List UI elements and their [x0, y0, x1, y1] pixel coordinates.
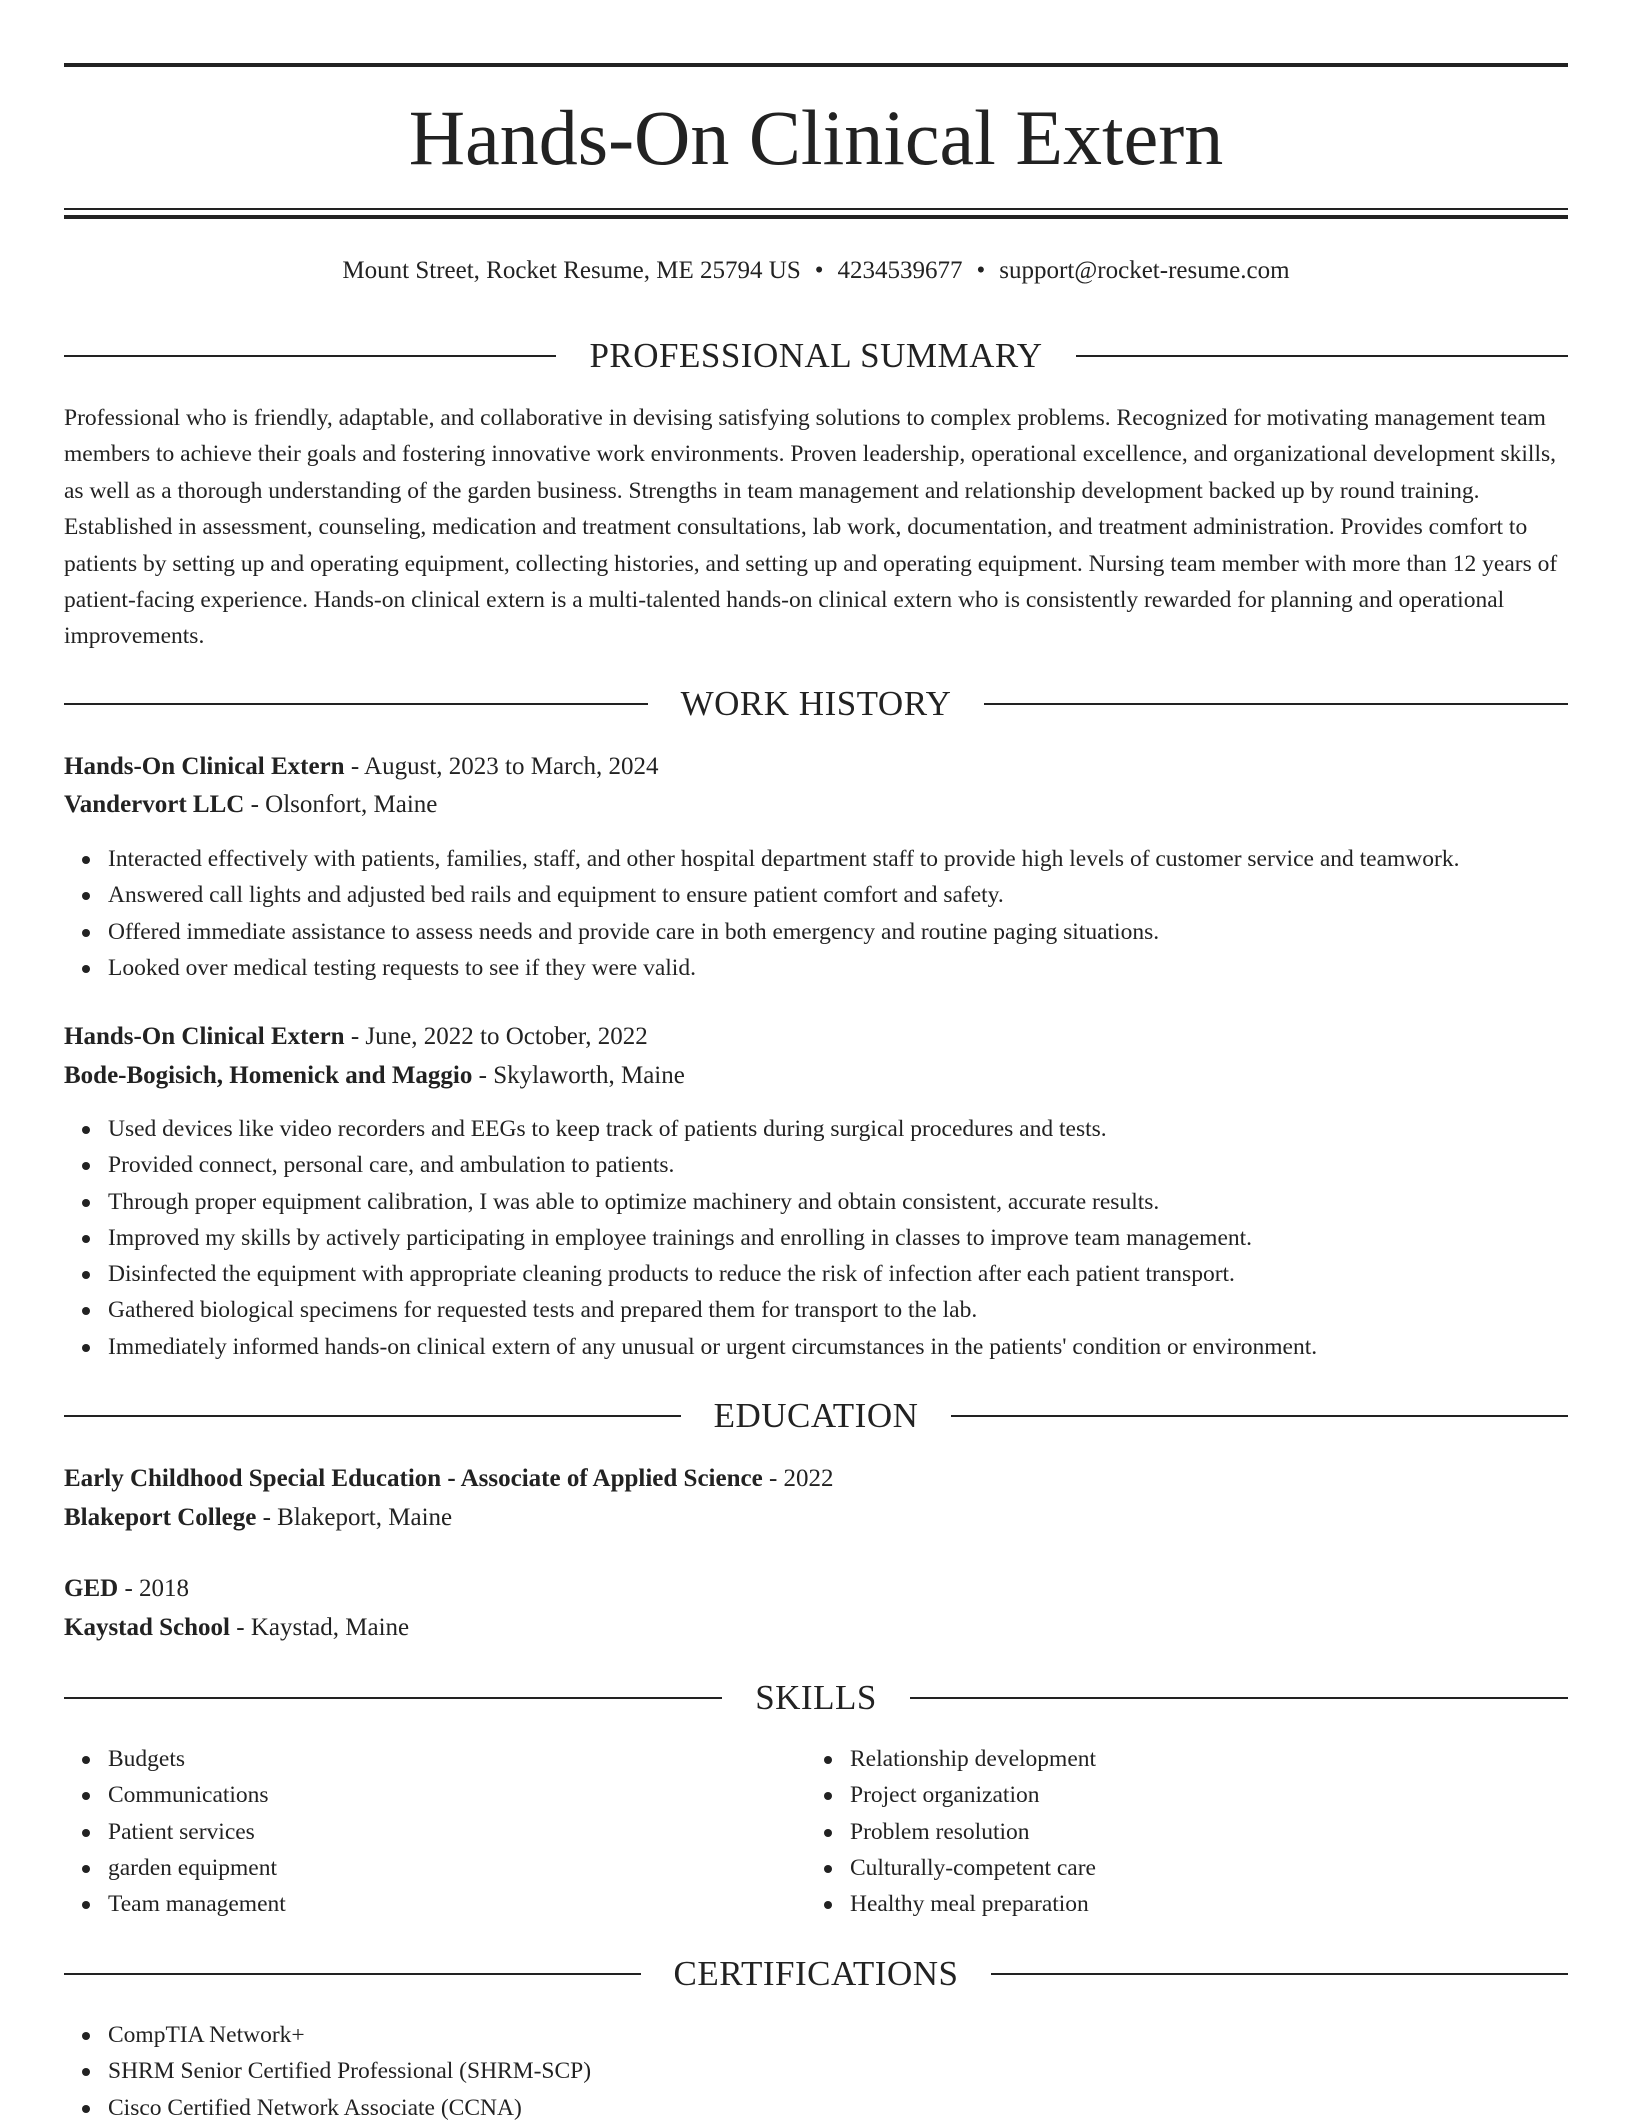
- skill-item: Project organization: [806, 1777, 1632, 1813]
- degree-name: GED: [64, 1575, 119, 1602]
- section-title: SKILLS: [755, 1678, 877, 1717]
- school-line: [64, 1609, 409, 1647]
- certification-item: CompTIA Network+: [64, 2017, 1568, 2053]
- work-history-heading: [64, 682, 1568, 726]
- certifications-list: [64, 2017, 1568, 2126]
- skill-item: Budgets: [64, 1741, 1568, 1777]
- skill-item: garden equipment: [64, 1850, 1568, 1886]
- section-title: CERTIFICATIONS: [673, 1954, 959, 1993]
- job-bullet: Answered call lights and adjusted bed rails and equipment to ensure patient comfort and safety.: [64, 877, 1568, 913]
- header-rule-thick: [64, 215, 1568, 219]
- employer-name: Bode-Bogisich, Homenick and Maggio: [64, 1062, 473, 1089]
- school-name: Kaystad School: [64, 1614, 231, 1641]
- contact-phone: 4234539677: [837, 257, 963, 284]
- skill-item: Communications: [64, 1777, 1568, 1813]
- employer-location: - Skylaworth, Maine: [472, 1062, 685, 1089]
- job-title-line: [64, 1018, 648, 1056]
- contact-separator: •: [814, 257, 824, 284]
- certification-item: SHRM Senior Certified Professional (SHRM-SCP): [64, 2053, 1568, 2089]
- candidate-name: Hands-On Clinical Extern: [408, 94, 1224, 181]
- job-bullets: [64, 841, 1568, 986]
- heading-rule: [64, 1415, 681, 1417]
- skill-item: Culturally-competent care: [806, 1850, 1632, 1886]
- job-bullet: Immediately informed hands-on clinical extern of any unusual or urgent circumstances in the patients' condition or environment.: [64, 1329, 1568, 1365]
- section-title: WORK HISTORY: [680, 684, 952, 723]
- certification-item: Cisco Certified Network Associate (CCNA): [64, 2090, 1568, 2126]
- skills-list-right: [806, 1741, 1632, 1922]
- degree-line: [64, 1570, 189, 1608]
- job-bullets: [64, 1111, 1568, 1365]
- heading-rule: [1076, 355, 1568, 357]
- degree-name: Early Childhood Special Education - Associate of Applied Science: [64, 1465, 763, 1492]
- degree-line: [64, 1460, 834, 1498]
- job-bullet: Improved my skills by actively participating in employee trainings and enrolling in classes to improve team management.: [64, 1220, 1568, 1256]
- employer-location: - Olsonfort, Maine: [244, 791, 438, 818]
- employer-name: Vandervort LLC: [64, 791, 245, 818]
- degree-year: - 2018: [118, 1575, 190, 1602]
- school-location: - Kaystad, Maine: [230, 1614, 410, 1641]
- job-bullet: Looked over medical testing requests to see if they were valid.: [64, 950, 1568, 986]
- heading-rule: [64, 355, 556, 357]
- job-title: Hands-On Clinical Extern: [64, 753, 345, 780]
- heading-rule: [64, 1697, 722, 1699]
- skill-item: Patient services: [64, 1814, 1568, 1850]
- job-title-line: [64, 748, 658, 786]
- job-dates: - August, 2023 to March, 2024: [344, 753, 659, 780]
- skills-heading: [64, 1676, 1568, 1720]
- job-bullet: Disinfected the equipment with appropriate cleaning products to reduce the risk of infection after each patient transport.: [64, 1256, 1568, 1292]
- skill-item: Relationship development: [806, 1741, 1632, 1777]
- employer-line: [64, 786, 437, 824]
- school-name: Blakeport College: [64, 1504, 257, 1531]
- job-bullet: Offered immediate assistance to assess needs and provide care in both emergency and routine paging situations.: [64, 914, 1568, 950]
- contact-email: support@rocket-resume.com: [999, 257, 1290, 284]
- employer-line: [64, 1057, 685, 1095]
- skill-item: Problem resolution: [806, 1814, 1632, 1850]
- job-bullet: Interacted effectively with patients, families, staff, and other hospital department staff to provide high levels of customer service and teamwork.: [64, 841, 1568, 877]
- school-location: - Blakeport, Maine: [256, 1504, 453, 1531]
- school-line: [64, 1499, 452, 1537]
- job-bullet: Through proper equipment calibration, I was able to optimize machinery and obtain consistent, accurate results.: [64, 1184, 1568, 1220]
- contact-line: [64, 252, 1568, 290]
- certifications-heading: [64, 1952, 1568, 1996]
- top-rule: [64, 63, 1568, 67]
- degree-year: - 2022: [762, 1465, 834, 1492]
- contact-address: Mount Street, Rocket Resume, ME 25794 US: [342, 257, 801, 284]
- contact-separator: •: [976, 257, 986, 284]
- section-title: EDUCATION: [713, 1396, 919, 1435]
- skill-item: Team management: [64, 1886, 1568, 1922]
- job-title: Hands-On Clinical Extern: [64, 1023, 345, 1050]
- heading-rule: [64, 1973, 641, 1975]
- heading-rule: [984, 703, 1568, 705]
- summary-heading: [64, 334, 1568, 378]
- education-heading: [64, 1394, 1568, 1438]
- section-title: PROFESSIONAL SUMMARY: [589, 336, 1043, 375]
- job-bullet: Provided connect, personal care, and ambulation to patients.: [64, 1147, 1568, 1183]
- job-bullet: Used devices like video recorders and EEGs to keep track of patients during surgical procedures and tests.: [64, 1111, 1568, 1147]
- heading-rule: [951, 1415, 1568, 1417]
- skill-item: Healthy meal preparation: [806, 1886, 1632, 1922]
- heading-rule: [910, 1697, 1568, 1699]
- job-dates: - June, 2022 to October, 2022: [344, 1023, 648, 1050]
- heading-rule: [991, 1973, 1568, 1975]
- summary-text: Professional who is friendly, adaptable, and collaborative in devising satisfying solutions to complex problems. Recognized for motivating management team members to achieve their goals and fostering innovative work environments. Proven leadership, operational excellence, and organizational development skills, as well as a thorough understanding of the garden business. Strengths in team management and relationship development backed up by round training. Established in assessment, counseling, medication and treatment consultations, lab work, documentation, and treatment administration. Provides comfort to patients by setting up and operating equipment, collecting histories, and setting up and operating equipment. Nursing team member with more than 12 years of patient-facing experience. Hands-on clinical extern is a multi-talented hands-on clinical extern who is consistently rewarded for planning and operational improvements.: [64, 405, 1558, 650]
- heading-rule: [64, 703, 648, 705]
- job-bullet: Gathered biological specimens for requested tests and prepared them for transport to the lab.: [64, 1292, 1568, 1328]
- header-rule-thin: [64, 208, 1568, 210]
